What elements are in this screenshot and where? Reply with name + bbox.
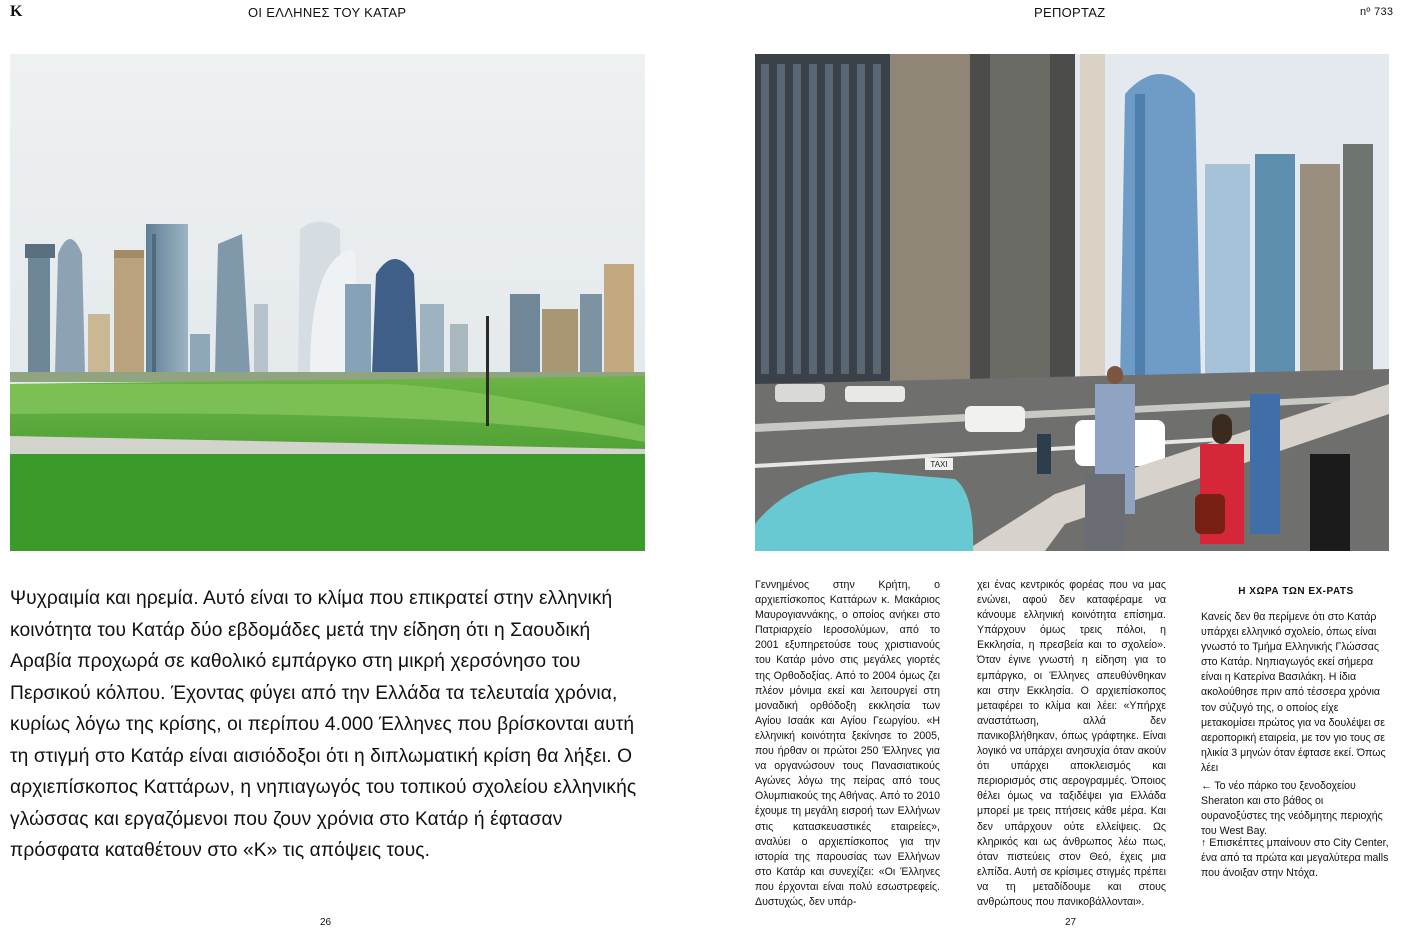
issue-number: nº 733 <box>1360 6 1394 18</box>
page-number-right: 27 <box>1065 917 1077 928</box>
sidebar-heading: Η ΧΩΡΑ ΤΩΝ EX-PATS <box>1238 586 1354 597</box>
left-arrow-icon: ← <box>1201 780 1212 792</box>
city-street-photo <box>755 54 1389 551</box>
article-column-1-text: Γεννημένος στην Κρήτη, ο αρχιεπίσκοπος Καττάρων κ. Μακάριος Μαυρογιαννάκης, ο οποίος ανήκει στο Πατριαρχείο Ιεροσολύμων, από το 2001 εξυπηρετούσε τους χριστιανούς του Κατάρ μόνο στις μεγάλες γιορτές της Ορθοδοξίας. Από το 2004 όμως ζει πλέον μόνιμα εκεί και λειτουργεί στη μοναδική ορθόδοξη εκκλησία των Αγίου Ισαάκ και Αγίου Γεωργίου. «Η ελληνική κοινότητα ξεκίνησε το 2005, που ήρθαν οι πρώτοι 250 Έλληνες για να οργανώσουν τους Πανασιατικούς Αγώνες λόγω της πείρας από τους Ολυμπιακούς της Αθήνας. Από το 2010 έχουμε τη μεγάλη εισροή των Ελλήνων στις κατασκευαστικές εταιρείες», αναλύει ο αρχιεπίσκοπος για την ιστορία της παρουσίας των Ελλήνων στο Κατάρ και συνεχίζει: «Οι Έλληνες που έρχονται είναι πολύ εσωστρεφείς. Δυστυχώς, δεν υπάρ- <box>755 579 940 908</box>
caption-left-photo <box>1201 779 1391 839</box>
article-column-2 <box>977 578 1166 910</box>
caption-top-photo <box>1201 836 1391 881</box>
magazine-logo: K <box>10 3 23 20</box>
page-number-left: 26 <box>320 917 332 928</box>
skyline-park-photo <box>10 54 645 551</box>
section-title-left: ΟΙ ΕΛΛΗΝΕΣ ΤΟΥ ΚΑΤΑΡ <box>248 5 407 20</box>
taxi-sign: TAXI <box>930 460 948 469</box>
sidebar-text: Κανείς δεν θα περίμενε ότι στο Κατάρ υπάρχει ελληνικό σχολείο, όπως είναι γνωστό το Τμήμα Ελληνικής Γλώσσας στο Κατάρ. Νηπιαγωγός εκεί σήμερα είναι η Κατερίνα Βασιλάκη. Η ίδια ακολούθησε πριν από τέσσερα χρόνια τον σύζυγό της, ο οποίος είχε μετακομίσει πρώτος για να δουλέψει σε αεροπορική εταιρεία, με τον γιο τους σε ηλικία 3 μηνών όταν έφτασε εκεί. Όπως λέει <box>1201 611 1386 774</box>
article-column-2-text: χει ένας κεντρικός φορέας που να μας ενώνει, αφού δεν καταφέραμε να κάνουμε ελληνική κοινότητα επίσημα. Υπάρχουν όμως τρεις πόλοι, η Εκκλησία, η πρεσβεία και το σχολείο». Όταν έγινε γνωστή η είδηση για το εμπάργκο, οι Έλληνες απευθύνθηκαν και στην Εκκλησία. Ο αρχιεπίσκοπος μεταφέρει το κλίμα και λέει: «Υπήρχε αναστάτωση, αλλά δεν πανικοβλήθηκαν, όπως γράφτηκε. Είναι λογικό να υπάρχει ανησυχία όταν ακούν ότι υπάρχει αποκλεισμός και περιορισμός στις αερογραμμές. Όποιος θέλει όμως να ταξιδέψει για Ελλάδα μπορεί με τρεις πτήσεις κάθε μέρα. Και δεν υπάρχουν ούτε ελλείψεις. Ως κληρικός και ως άνθρωπος λέω πως, όταν πιστεύεις στον Θεό, έχεις μια ελπίδα. Αυτή σε κρίσιμες στιγμές πρέπει να τη μεταδίδουμε και στους ανθρώπους που πανικοβάλλονται». <box>977 579 1166 908</box>
intro-paragraph: Ψυχραιμία και ηρεμία. Αυτό είναι το κλίμα που επικρατεί στην ελληνική κοινότητα του Κατάρ δύο εβδομάδες μετά την είδηση ότι η Σαουδική Αραβία προχωρά σε καθολικό εμπάργκο στη μικρή χερσόνησο του Περσικού κόλπου. Έχοντας φύγει από την Ελλάδα τα τελευταία χρόνια, κυρίως λόγω της κρίσης, οι περίπου 4.000 Έλληνες που βρίσκονται αυτή τη στιγμή στο Κατάρ είναι αισιόδοξοι ότι η διπλωματική κρίση θα λήξει. Ο αρχιεπίσκοπος Καττάρων, η νηπιαγωγός του τοπικού σχολείου ελληνικής γλώσσας και εργαζόμενοι που ζουν χρόνια στο Κατάρ ή έφτασαν πρόσφατα καταθέτουν στο «Κ» τις απόψεις τους. <box>10 588 637 861</box>
caption-up-text: Επισκέπτες μπαίνουν στο City Center, ένα από τα πρώτα και μεγαλύτερα malls που άνοιξαν στην Ντόχα. <box>1201 837 1389 880</box>
article-column-1 <box>755 578 940 910</box>
caption-left-text: Το νέο πάρκο του ξενοδοχείου Sheraton και στο βάθος οι ουρανοξύστες της νεόδμητης περιοχής του West Bay. <box>1201 780 1383 838</box>
section-title-right: ΡΕΠΟΡΤΑΖ <box>1034 5 1106 20</box>
up-arrow-icon: ↑ <box>1201 837 1207 849</box>
